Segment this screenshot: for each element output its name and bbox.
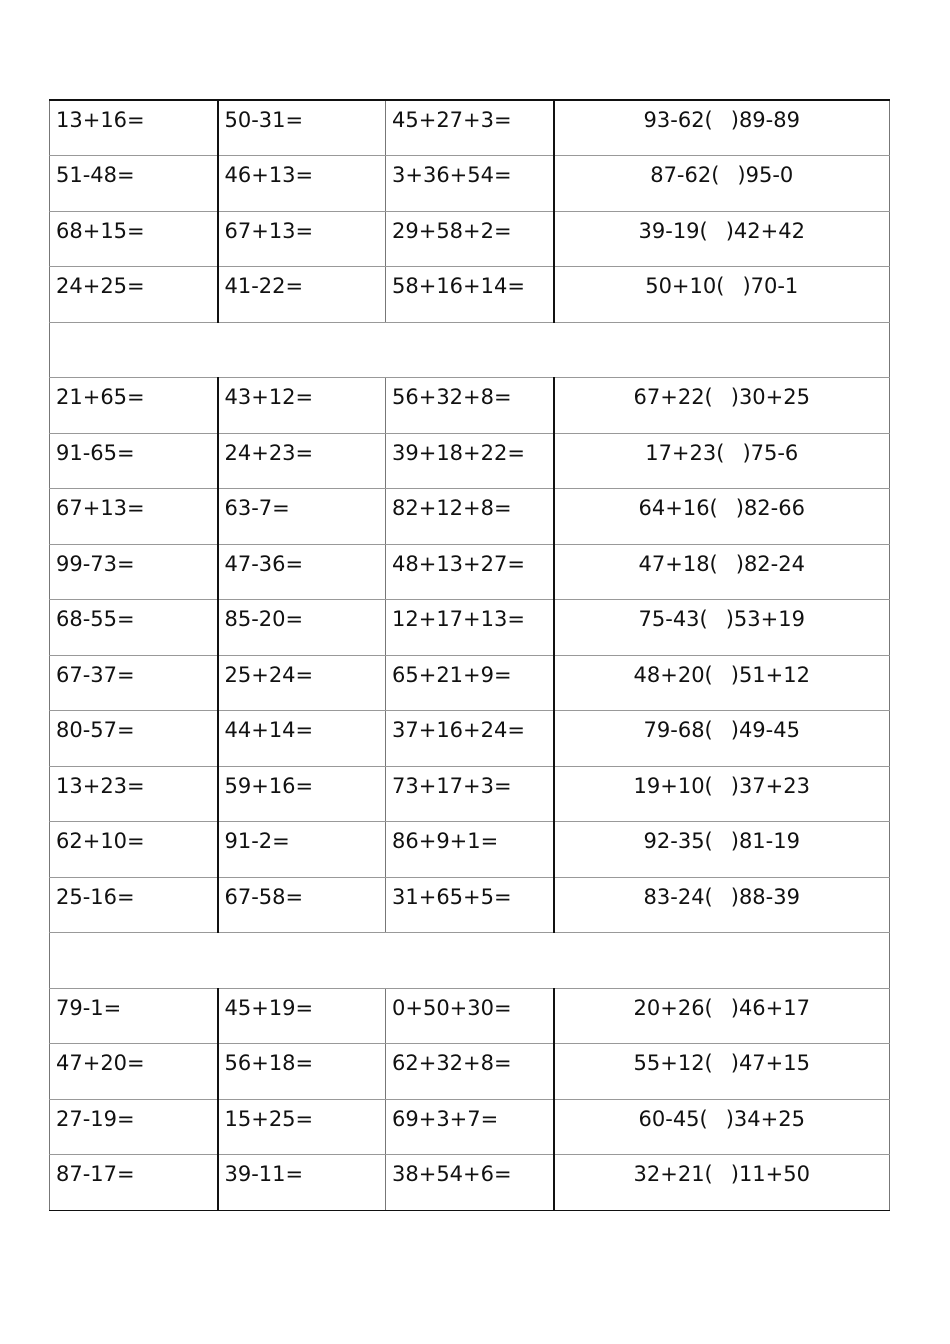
comparison-problem xyxy=(554,544,890,600)
two-term-problem: 15+25= xyxy=(218,1099,386,1155)
two-term-problem: 43+12= xyxy=(218,378,386,434)
comparison-problem xyxy=(554,1155,890,1211)
problem-row xyxy=(50,378,890,434)
two-term-problem: 91-2= xyxy=(218,822,386,878)
comparison-left: 79-68( xyxy=(643,718,713,742)
comparison-right: )42+42 xyxy=(725,218,805,243)
comparison-left: 32+21( xyxy=(633,1162,713,1186)
three-term-problem: 0+50+30= xyxy=(386,988,554,1044)
comparison-left: 17+23( xyxy=(645,440,725,465)
two-term-problem: 91-65= xyxy=(50,433,218,489)
two-term-problem: 13+23= xyxy=(50,766,218,822)
two-term-problem: 80-57= xyxy=(50,711,218,767)
two-term-problem: 46+13= xyxy=(218,156,386,212)
two-term-problem: 47+20= xyxy=(50,1044,218,1100)
three-term-problem: 31+65+5= xyxy=(386,877,554,933)
comparison-problem xyxy=(554,1099,890,1155)
two-term-problem: 68+15= xyxy=(50,211,218,267)
two-term-problem: 51-48= xyxy=(50,156,218,212)
three-term-problem: 29+58+2= xyxy=(386,211,554,267)
two-term-problem: 24+23= xyxy=(218,433,386,489)
problem-row xyxy=(50,100,890,156)
problem-row xyxy=(50,211,890,267)
problem-row xyxy=(50,1155,890,1211)
comparison-right: )37+23 xyxy=(730,773,810,798)
comparison-left: 50+10( xyxy=(645,274,725,298)
problem-row xyxy=(50,877,890,933)
three-term-problem: 39+18+22= xyxy=(386,433,554,489)
two-term-problem: 25+24= xyxy=(218,655,386,711)
comparison-right: )49-45 xyxy=(730,718,800,742)
comparison-problem xyxy=(554,267,890,323)
comparison-left: 75-43( xyxy=(638,607,708,631)
comparison-problem xyxy=(554,711,890,767)
three-term-problem: 48+13+27= xyxy=(386,544,554,600)
problem-row xyxy=(50,1099,890,1155)
blank-cell xyxy=(50,933,890,989)
comparison-right: )46+17 xyxy=(730,995,810,1020)
three-term-problem: 86+9+1= xyxy=(386,822,554,878)
two-term-problem: 67-58= xyxy=(218,877,386,933)
problem-table-body xyxy=(50,100,890,1210)
comparison-left: 64+16( xyxy=(638,496,718,520)
two-term-problem: 13+16= xyxy=(50,100,218,156)
comparison-problem xyxy=(554,655,890,711)
comparison-left: 47+18( xyxy=(638,551,718,576)
comparison-left: 93-62( xyxy=(643,108,713,132)
two-term-problem: 50-31= xyxy=(218,100,386,156)
comparison-right: )82-24 xyxy=(735,551,805,576)
problem-row xyxy=(50,822,890,878)
three-term-problem: 12+17+13= xyxy=(386,600,554,656)
problem-row xyxy=(50,489,890,545)
comparison-left: 48+20( xyxy=(633,662,713,687)
comparison-right: )47+15 xyxy=(730,1051,810,1075)
problem-row xyxy=(50,267,890,323)
two-term-problem: 56+18= xyxy=(218,1044,386,1100)
two-term-problem: 87-17= xyxy=(50,1155,218,1211)
problem-row xyxy=(50,1044,890,1100)
comparison-right: )30+25 xyxy=(730,385,810,409)
problem-row xyxy=(50,766,890,822)
section-gap-row xyxy=(50,933,890,989)
comparison-problem xyxy=(554,211,890,267)
comparison-problem xyxy=(554,100,890,156)
comparison-problem xyxy=(554,156,890,212)
two-term-problem: 47-36= xyxy=(218,544,386,600)
comparison-problem xyxy=(554,600,890,656)
three-term-problem: 3+36+54= xyxy=(386,156,554,212)
three-term-problem: 62+32+8= xyxy=(386,1044,554,1100)
comparison-problem xyxy=(554,1044,890,1100)
two-term-problem: 62+10= xyxy=(50,822,218,878)
problem-row xyxy=(50,711,890,767)
comparison-right: )34+25 xyxy=(725,1106,805,1131)
two-term-problem: 25-16= xyxy=(50,877,218,933)
comparison-left: 83-24( xyxy=(643,884,713,909)
comparison-left: 92-35( xyxy=(643,829,713,853)
two-term-problem: 85-20= xyxy=(218,600,386,656)
problem-row xyxy=(50,988,890,1044)
two-term-problem: 99-73= xyxy=(50,544,218,600)
three-term-problem: 73+17+3= xyxy=(386,766,554,822)
three-term-problem: 82+12+8= xyxy=(386,489,554,545)
comparison-right: )82-66 xyxy=(735,496,805,520)
blank-cell xyxy=(50,322,890,378)
comparison-problem xyxy=(554,433,890,489)
three-term-problem: 37+16+24= xyxy=(386,711,554,767)
comparison-left: 60-45( xyxy=(638,1106,708,1131)
comparison-problem xyxy=(554,766,890,822)
comparison-right: )89-89 xyxy=(730,108,800,132)
two-term-problem: 79-1= xyxy=(50,988,218,1044)
two-term-problem: 68-55= xyxy=(50,600,218,656)
comparison-left: 87-62( xyxy=(650,163,720,187)
comparison-left: 55+12( xyxy=(633,1051,713,1075)
problem-row xyxy=(50,156,890,212)
comparison-left: 39-19( xyxy=(638,218,708,243)
two-term-problem: 24+25= xyxy=(50,267,218,323)
comparison-right: )75-6 xyxy=(742,440,799,465)
section-gap-row xyxy=(50,322,890,378)
three-term-problem: 58+16+14= xyxy=(386,267,554,323)
comparison-problem xyxy=(554,988,890,1044)
three-term-problem: 69+3+7= xyxy=(386,1099,554,1155)
comparison-right: )51+12 xyxy=(730,662,810,687)
three-term-problem: 56+32+8= xyxy=(386,378,554,434)
comparison-problem xyxy=(554,877,890,933)
comparison-right: )81-19 xyxy=(730,829,800,853)
three-term-problem: 45+27+3= xyxy=(386,100,554,156)
three-term-problem: 38+54+6= xyxy=(386,1155,554,1211)
comparison-right: )70-1 xyxy=(742,274,799,298)
comparison-right: )95-0 xyxy=(737,163,794,187)
two-term-problem: 27-19= xyxy=(50,1099,218,1155)
two-term-problem: 45+19= xyxy=(218,988,386,1044)
comparison-left: 19+10( xyxy=(633,773,713,798)
two-term-problem: 59+16= xyxy=(218,766,386,822)
problem-table xyxy=(49,99,890,1211)
two-term-problem: 67+13= xyxy=(50,489,218,545)
comparison-right: )88-39 xyxy=(730,884,800,909)
two-term-problem: 21+65= xyxy=(50,378,218,434)
comparison-problem xyxy=(554,489,890,545)
worksheet xyxy=(49,99,890,1211)
comparison-right: )11+50 xyxy=(730,1162,810,1186)
two-term-problem: 67-37= xyxy=(50,655,218,711)
comparison-right: )53+19 xyxy=(725,607,805,631)
comparison-left: 67+22( xyxy=(633,385,713,409)
problem-row xyxy=(50,600,890,656)
two-term-problem: 41-22= xyxy=(218,267,386,323)
problem-row xyxy=(50,544,890,600)
two-term-problem: 67+13= xyxy=(218,211,386,267)
two-term-problem: 63-7= xyxy=(218,489,386,545)
three-term-problem: 65+21+9= xyxy=(386,655,554,711)
problem-row xyxy=(50,433,890,489)
comparison-left: 20+26( xyxy=(633,995,713,1020)
two-term-problem: 44+14= xyxy=(218,711,386,767)
two-term-problem: 39-11= xyxy=(218,1155,386,1211)
comparison-problem xyxy=(554,822,890,878)
problem-row xyxy=(50,655,890,711)
comparison-problem xyxy=(554,378,890,434)
